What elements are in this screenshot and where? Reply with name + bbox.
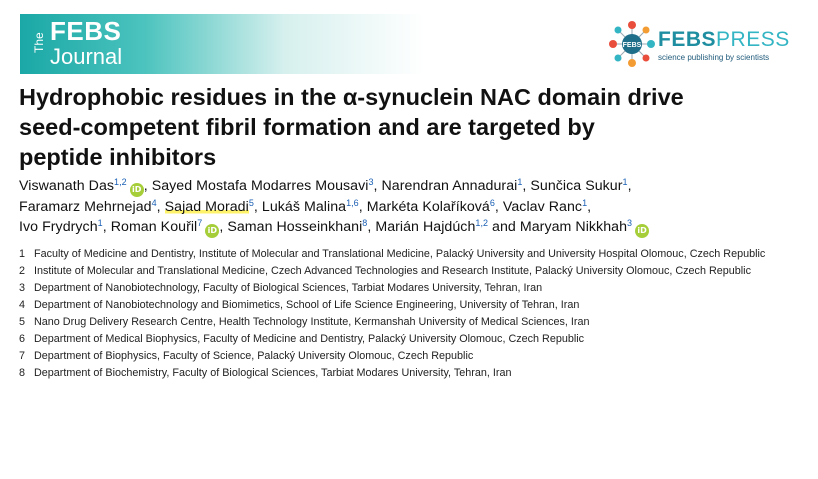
affiliation-text: Department of Nanobiotechnology, Faculty of Biological Sciences, Tarbiat Modares University, Tehran, Iran	[34, 282, 543, 294]
author-affil-ref: 1,2	[475, 218, 489, 228]
press-name-febs: FEBS	[658, 28, 717, 51]
author-name: Ivo Frydrych	[19, 219, 98, 235]
author[interactable]	[530, 178, 627, 194]
orcid-icon[interactable]: iD	[635, 224, 649, 238]
author-name: Sayed Mostafa Modarres Mousavi	[151, 178, 369, 194]
author-affil-ref: 5	[248, 198, 254, 208]
author-affil-ref: 1	[517, 177, 523, 187]
affiliation-text: Department of Biochemistry, Faculty of Biological Sciences, Tarbiat Modares University, Tehran, Iran	[34, 367, 512, 379]
affiliation-number: 1	[19, 248, 26, 260]
affiliation-text: Nano Drug Delivery Research Centre, Health Technology Institute, Kermanshah University of Medical Sciences, Iran	[34, 316, 590, 328]
affiliation-text: Department of Biophysics, Faculty of Science, Palacký University Olomouc, Czech Republic	[34, 350, 474, 362]
affiliation-text: Institute of Molecular and Translational Medicine, Czech Advanced Technologies and Research Institute, Palacký University Olomouc, Czech Republic	[34, 265, 751, 277]
author-affil-ref: 3	[368, 177, 374, 187]
author-name: Roman Kouřil	[110, 219, 198, 235]
author-separator: ,	[587, 199, 592, 215]
journal-header-banner	[20, 14, 798, 74]
affiliation-text: Faculty of Medicine and Dentistry, Institute of Molecular and Translational Medicine, Palacký University and University Hospital Olomouc, Czech Republic	[34, 248, 766, 260]
author-highlighted[interactable]	[165, 199, 254, 215]
author-separator: ,	[522, 178, 531, 194]
author-name: Sunčica Sukur	[530, 178, 623, 194]
febs-press-logo	[608, 20, 798, 70]
author[interactable]	[19, 219, 103, 235]
author-name: Markéta Kolaříková	[366, 199, 490, 215]
author[interactable]	[382, 178, 523, 194]
journal-logo-journal: Journal	[50, 44, 123, 69]
author-affil-ref: 1,2	[114, 177, 127, 187]
author-name: Saman Hosseinkhani	[227, 219, 363, 235]
author[interactable]	[367, 199, 495, 215]
author-name: Marián Hajdúch	[375, 219, 476, 235]
affiliation-item	[19, 348, 809, 365]
article-title	[19, 82, 809, 172]
author-affil-ref: 1	[97, 218, 103, 228]
affiliation-text: Department of Nanobiotechnology and Biomimetics, School of Life Science Engineering, University of Tehran, Iran	[34, 299, 580, 311]
author-affil-ref: 3	[627, 218, 633, 228]
author-affil-ref: 1	[582, 198, 588, 208]
press-name	[658, 29, 790, 51]
article-title-line: seed-competent fibril formation and are targeted by	[19, 114, 595, 140]
author-separator: ,	[367, 219, 376, 235]
author-name: Faramarz Mehrnejad	[19, 199, 152, 215]
journal-logo-the: The	[32, 32, 46, 54]
febs-press-emblem-icon	[608, 20, 656, 68]
author-affil-ref: 1	[622, 177, 628, 187]
author-separator: ,	[102, 219, 111, 235]
article-title-line: peptide inhibitors	[19, 144, 217, 170]
press-tagline: science publishing by scientists	[658, 53, 770, 62]
author-name: Narendran Annadurai	[381, 178, 518, 194]
orcid-icon[interactable]: iD	[130, 183, 144, 197]
press-name-press: PRESS	[716, 28, 790, 51]
author-name: Lukáš Malina	[261, 199, 347, 215]
author[interactable]	[111, 219, 220, 235]
affiliation-list	[19, 246, 809, 382]
author-affil-ref: 6	[489, 198, 495, 208]
affiliation-number: 5	[19, 316, 26, 328]
author-affil-ref: 4	[151, 198, 157, 208]
affiliation-number: 4	[19, 299, 26, 311]
author-separator: ,	[627, 178, 632, 194]
affiliation-text: Department of Medical Biophysics, Faculty of Medicine and Dentistry, Palacký University Olomouc, Czech Republic	[34, 333, 585, 345]
author[interactable]	[520, 219, 649, 235]
author-name: Sajad Moradi	[164, 199, 249, 215]
affiliation-number: 6	[19, 333, 26, 345]
author-separator: ,	[143, 178, 152, 194]
author-affil-ref: 7	[197, 218, 203, 228]
affiliation-number: 8	[19, 367, 26, 379]
article-title-line: Hydrophobic residues in the α-synuclein NAC domain drive	[19, 84, 684, 110]
orcid-icon[interactable]: iD	[205, 224, 219, 238]
author[interactable]	[152, 178, 374, 194]
author-separator: ,	[253, 199, 262, 215]
affiliation-number: 2	[19, 265, 26, 277]
author-separator: ,	[219, 219, 228, 235]
author-name: Viswanath Das	[19, 178, 115, 194]
affiliation-item	[19, 297, 809, 314]
author[interactable]	[262, 199, 359, 215]
author-name: Maryam Nikkhah	[519, 219, 628, 235]
affiliation-item	[19, 314, 809, 331]
author-separator: and	[488, 219, 520, 235]
affiliation-item	[19, 331, 809, 348]
affiliation-item	[19, 246, 809, 263]
affiliation-item	[19, 263, 809, 280]
author[interactable]	[227, 219, 367, 235]
author-affil-ref: 1,6	[346, 198, 359, 208]
journal-logo-febs: FEBS	[50, 16, 122, 46]
author[interactable]	[503, 199, 587, 215]
author-separator: ,	[373, 178, 382, 194]
affiliation-item	[19, 365, 809, 382]
press-emblem-text: FEBS	[622, 42, 642, 49]
author-separator: ,	[358, 199, 367, 215]
author-list	[19, 176, 809, 238]
author[interactable]	[19, 199, 157, 215]
affiliation-number: 7	[19, 350, 26, 362]
author-name: Vaclav Ranc	[502, 199, 583, 215]
affiliation-number: 3	[19, 282, 26, 294]
author-separator: ,	[156, 199, 165, 215]
author[interactable]	[375, 219, 488, 235]
author-affil-ref: 8	[362, 218, 368, 228]
author[interactable]	[19, 178, 144, 194]
affiliation-item	[19, 280, 809, 297]
author-separator: ,	[494, 199, 503, 215]
